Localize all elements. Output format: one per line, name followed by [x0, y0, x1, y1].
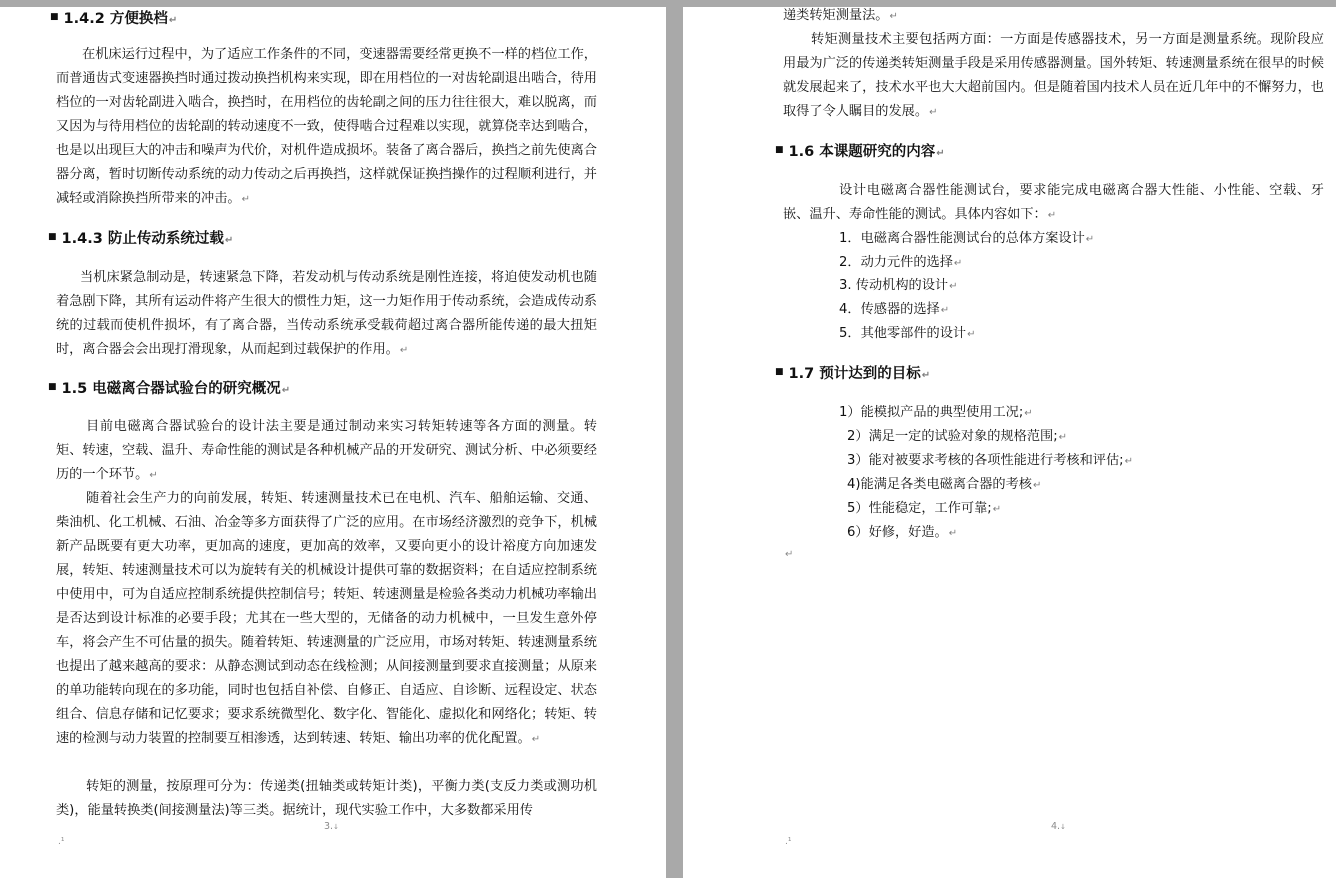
document-page-3: [0, 7, 666, 878]
page-gap: [666, 0, 683, 878]
paragraph-research-overview-2: 随着社会生产力的向前发展，转矩、转速测量技术已在电机、汽车、船舶运输、交通、柴油机、化工机械、石油、冶金等多方面获得了广泛的应用。在市场经济激烈的竞争下，机械新产品既要有更大功率，更加高的速度，更加高的效率，又要向更小的设计裕度方向加速发展，转矩、转速测量技术可以为旋转有关的机械设计提供可靠的数据资料；在自适应控制系统中使用中，可为自适应控制系统提供控制信号；转矩、转速测量是检验各类动力机械功率输出是否达到设计标准的必要手段；尤其在一些大型的，无储备的动力机械中，一旦发生意外停车，将会产生不可估量的损失。随着转矩、转速测量的广泛应用，市场对转矩、转速测量系统也提出了越来越高的要求：从静态测试到动态在线检测；从间接测量到要求直接测量；从原来的单功能转向现在的多功能，同时也包括自补偿、自修正、自适应、自诊断、远程设定、状态组合、信息存储和记忆要求；要求系统微型化、数字化、智能化、虚拟化和网络化；转矩、转速的检测与动力装置的控制要互相渗透，达到转速、转矩、输出功率的优化配置。↵: [56, 491, 597, 746]
goal-item: 3）能对被要求考核的各项性能进行考核和评估;↵: [847, 453, 1133, 468]
corner-mark: .¹: [58, 837, 65, 847]
list-item: 2．动力元件的选择↵: [839, 255, 963, 270]
paragraph-research-overview-1: 目前电磁离合器试验台的设计法主要是通过制动来实习转矩转速等各方面的测量。转矩、转速，空载、温升、寿命性能的测试是各种机械产品的开发研究、测试分析、中必须要经历的一个环节。↵: [56, 419, 597, 482]
heading-1-6: ■ 1.6 本课题研究的内容↵: [775, 144, 945, 160]
heading-1-4-2: ■ 1.4.2 方便换档↵: [50, 11, 178, 27]
heading-1-4-3: ■ 1.4.3 防止传动系统过载↵: [48, 231, 234, 247]
paragraph-convenient-shift: 在机床运行过程中，为了适应工作条件的不同，变速器需要经常更换不一样的档位工作，而普通齿式变速器换挡时通过拨动换挡机构来实现，即在用档位的一对齿轮副退出啮合，待用档位的一对齿轮副进入啮合，换挡时，在用档位的齿轮副之间的压力往往很大，难以脱离，而又因为与待用档位的齿轮副的转动速度不一致，使得啮合过程难以实现，就算侥幸达到啮合，也是以出现巨大的冲击和噪声为代价，对机件造成损坏。装备了离合器后，换挡之前先使离合器分离，暂时切断传动系统的动力传动之后再换挡，这样就保证换挡操作的过程顺利进行，并减轻或消除换挡所带来的冲击。↵: [56, 47, 597, 206]
list-item: 5．其他零部件的设计↵: [839, 326, 976, 341]
goal-item: 2）满足一定的试验对象的规格范围;↵: [847, 429, 1068, 444]
document-page-4: [683, 7, 1336, 878]
paragraph-torque-technology: 转矩测量技术主要包括两方面：一方面是传感器技术，另一方面是测量系统。现阶段应用最为广泛的传递类转矩测量手段是采用传感器测量。国外转矩、转速测量系统在很早的时候就发展起来了，技术水平也大大超前国内。但是随着国内技术人员在近几年中的不懈努力，也取得了令人瞩目的发展。↵: [783, 32, 1324, 119]
paragraph-overload-protection: 当机床紧急制动是，转速紧急下降，若发动机与传动系统是刚性连接，将迫使发动机也随着急剧下降，其所有运动件将产生很大的惯性力矩，这一力矩作用于传动系统，会造成传动系统的过载而使机件损坏，有了离合器，当传动系统承受载荷超过离合器所能传递的最大扭矩时，离合器会会出现打滑现象，从而起到过载保护的作用。↵: [56, 270, 597, 357]
goal-item: 4)能满足各类电磁离合器的考核↵: [847, 477, 1042, 492]
page-number: 4.↓: [1051, 821, 1066, 832]
heading-1-5: ■ 1.5 电磁离合器试验台的研究概况↵: [48, 381, 291, 397]
paragraph-torque-measurement: 转矩的测量，按原理可分为：传递类(扭轴类或转矩计类)，平衡力类(支反力类或测功机类)，能量转换类(间接测量法)等三类。据统计，现代实验工作中，大多数都采用传: [56, 779, 597, 818]
paragraph-mark: ↵: [785, 549, 794, 560]
goal-item: 6）好修，好造。↵: [847, 525, 958, 540]
list-item: 1．电磁离合器性能测试台的总体方案设计↵: [839, 231, 1095, 246]
goal-item: 5）性能稳定，工作可靠;↵: [847, 501, 1002, 516]
goal-item: 1）能模拟产品的典型使用工况;↵: [839, 405, 1033, 420]
paragraph-research-content: 设计电磁离合器性能测试台，要求能完成电磁离合器大性能、小性能、空载、牙嵌、温升、寿命性能的测试。具体内容如下：↵: [783, 183, 1324, 222]
paragraph-continuation: 递类转矩测量法。↵: [783, 8, 898, 23]
list-item: 4．传感器的选择↵: [839, 302, 950, 317]
page-number: 3.↓: [324, 821, 339, 832]
list-item: 3. 传动机构的设计↵: [839, 278, 958, 293]
heading-1-7: ■ 1.7 预计达到的目标↵: [775, 366, 931, 382]
corner-mark: .¹: [785, 837, 792, 847]
